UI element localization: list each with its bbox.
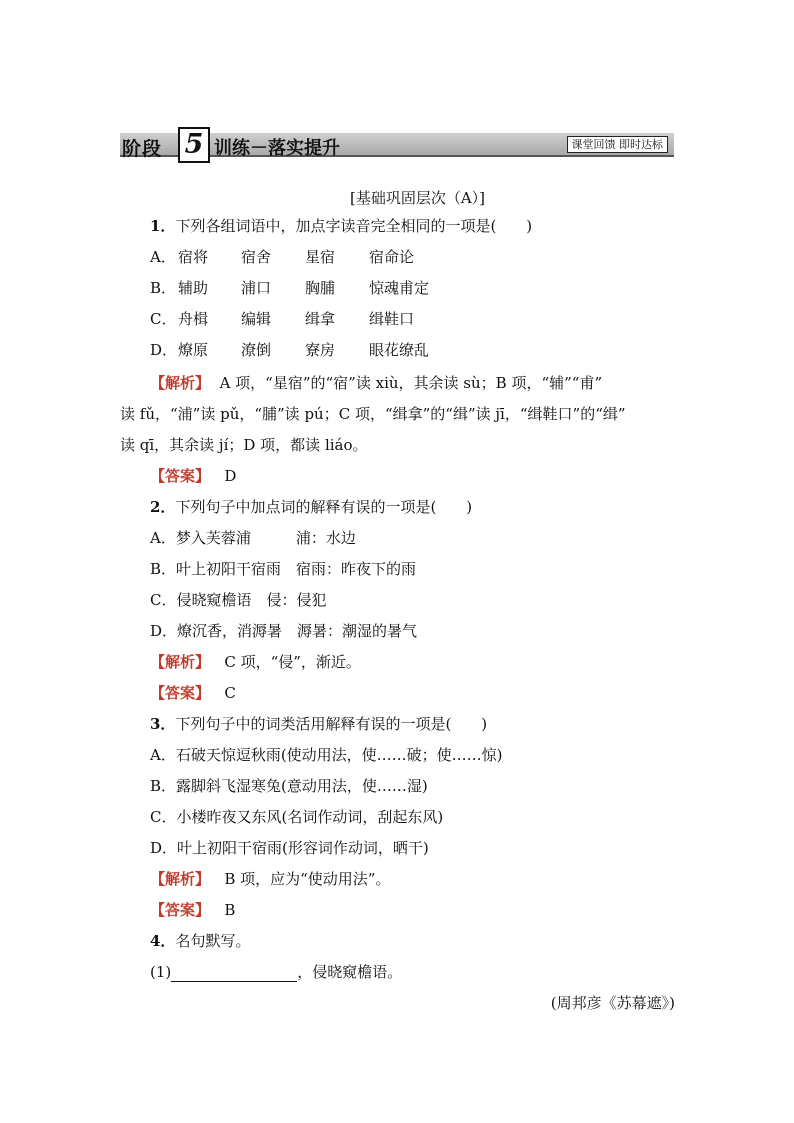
q4-stem: 4．名句默写。: [150, 932, 251, 950]
q1-option-a: A． 宿将 宿舍 星宿 宿命论: [150, 248, 415, 266]
q4-source: (周邦彦《苏幕遮》): [550, 994, 675, 1012]
q2-option-a: A．梦入芙蓉浦 浦：水边: [150, 529, 356, 547]
q3-option-d: D．叶上初阳干宿雨(形容词作动词，晒干): [150, 839, 429, 857]
banner-tag: 课堂回馈 即时达标: [567, 136, 669, 153]
q3-option-a: A．石破天惊逗秋雨(使动用法，使……破；使……惊): [150, 746, 503, 764]
q2-analysis: 【解析】 C 项，“侵”，渐近。: [150, 653, 361, 671]
stage-number: 5: [178, 127, 210, 163]
q1-option-c: C． 舟楫 编辑 缉拿 缉鞋口: [150, 310, 415, 328]
q3-option-b: B．露脚斜飞湿寒兔(意动用法，使……湿): [150, 777, 428, 795]
q3-answer: 【答案】 B: [150, 901, 236, 919]
q2-option-b: B．叶上初阳干宿雨 宿雨：昨夜下的雨: [150, 560, 417, 578]
q1-analysis-line-2: 读 fǔ，“浦”读 pǔ，“脯”读 pú；C 项，“缉拿”的“缉”读 jī，“缉鞋口”的“缉”: [120, 405, 626, 423]
q2-option-c: C．侵晓窥檐语 侵：侵犯: [150, 591, 327, 609]
q1-number: 1．: [150, 217, 176, 235]
q3-analysis: 【解析】 B 项，应为“使动用法”。: [150, 870, 391, 888]
q3-option-c: C．小楼昨夜又东风(名词作动词，刮起东风): [150, 808, 444, 826]
q2-stem: 2．下列句子中加点词的解释有误的一项是( ): [150, 498, 473, 516]
q1-stem-text: 下列各组词语中，加点字读音完全相同的一项是( ): [175, 217, 533, 235]
banner-title: 训练－落实提升: [214, 138, 340, 159]
q3-stem: 3．下列句子中的词类活用解释有误的一项是( ): [150, 715, 488, 733]
q1-answer: 【答案】 D: [150, 467, 237, 485]
q1-analysis-line-3: 读 qī，其余读 jí；D 项，都读 liáo。: [120, 436, 368, 454]
section-title: [基础巩固层次（A）]: [349, 189, 486, 207]
fill-blank[interactable]: [171, 967, 297, 982]
q2-option-d: D．燎沉香，消溽暑 溽暑：潮湿的暑气: [150, 622, 418, 640]
q1-option-b: B． 辅助 浦口 胸脯 惊魂甫定: [150, 279, 430, 297]
q1-analysis: 【解析】 A 项，“星宿”的“宿”读 xiù，其余读 sù；B 项，“辅”“甫”: [150, 374, 603, 392]
q1-option-d: D．燎原 潦倒 寮房 眼花缭乱: [150, 341, 430, 359]
analysis-tag: 【解析】: [150, 374, 211, 392]
stage-banner: [120, 129, 674, 160]
stage-label: 阶段: [122, 138, 163, 160]
q2-answer: 【答案】 C: [150, 684, 236, 702]
q1-stem: [150, 216, 532, 236]
q4-item-1: (1) ，侵晓窥檐语。: [150, 963, 403, 981]
answer-tag: 【答案】: [150, 467, 211, 485]
